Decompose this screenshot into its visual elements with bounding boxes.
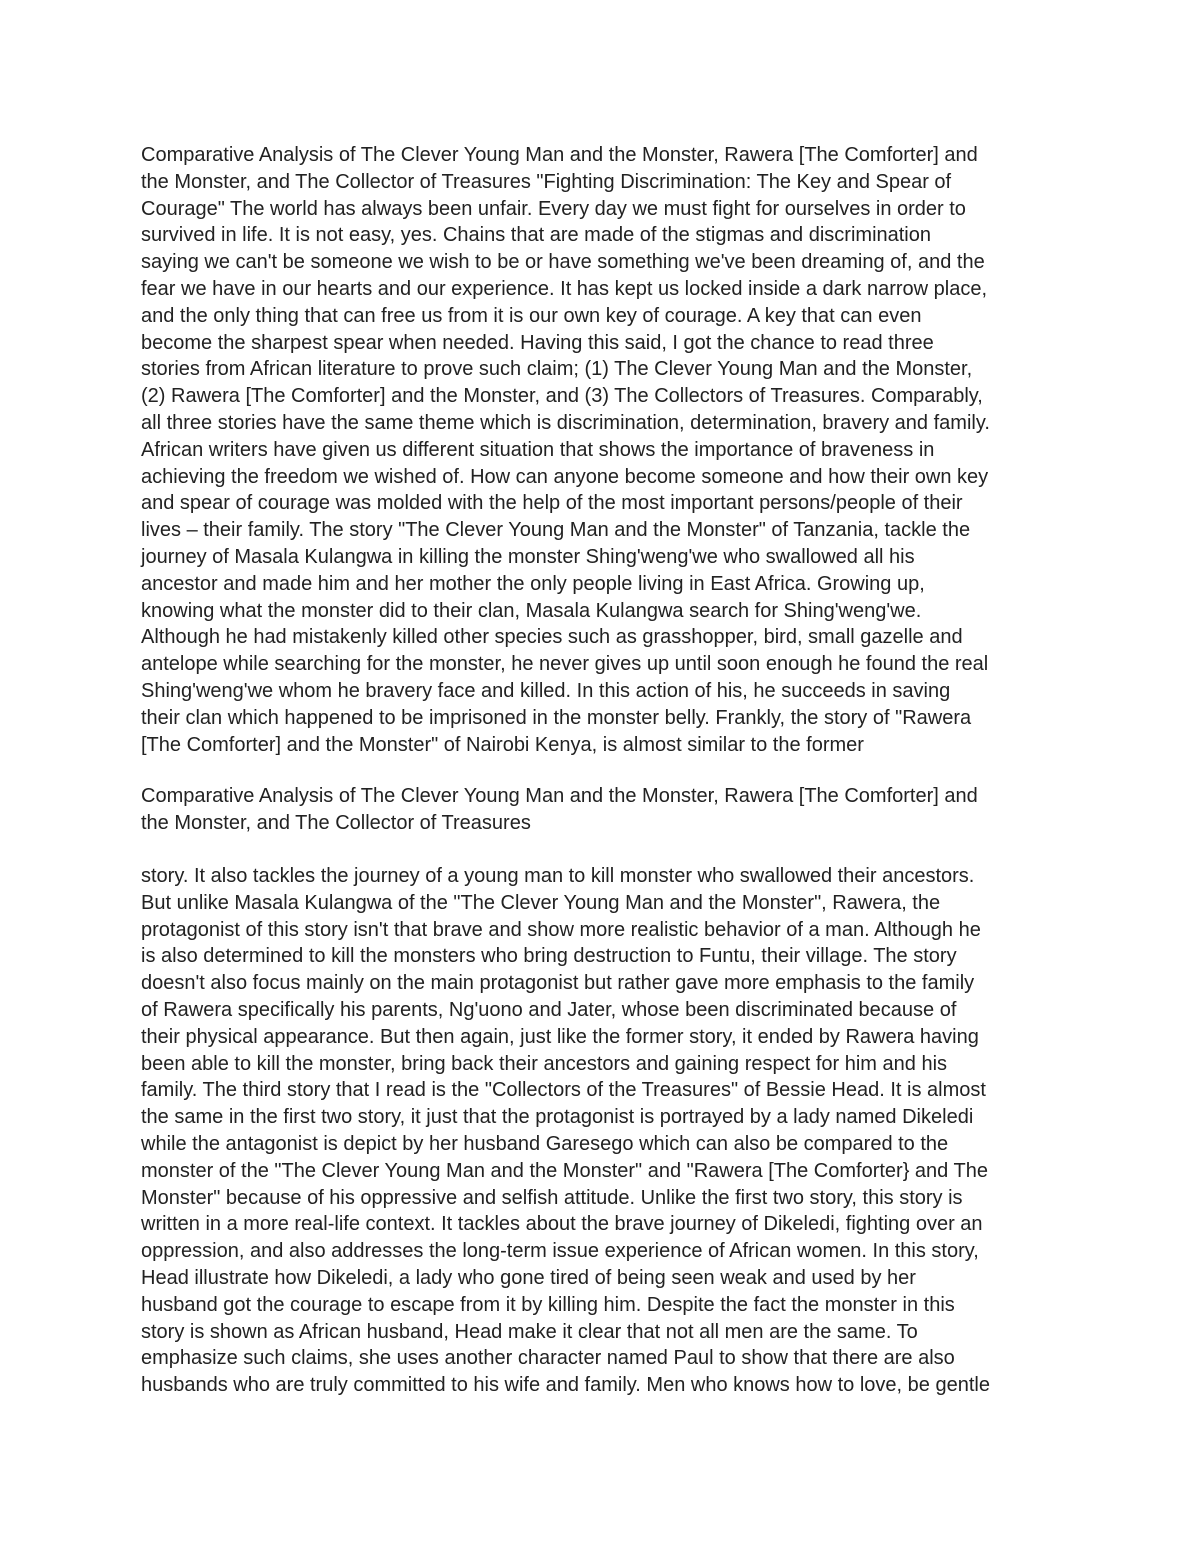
text-line: husband got the courage to escape from it by killing him. Despite the fact the monster in this [141,1293,955,1316]
text-line: and spear of courage was molded with the help of the most important persons/people of their [141,492,963,515]
text-line: survived in life. It is not easy, yes. Chains that are made of the stigmas and discrimination [141,224,931,247]
text-line: been able to kill the monster, bring back their ancestors and gaining respect for him and his [141,1052,948,1075]
text-line: Shing'weng'we whom he bravery face and killed. In this action of his, he succeeds in saving [141,679,951,702]
text-line: the Monster, and The Collector of Treasures [141,811,531,834]
text-line: Head illustrate how Dikeledi, a lady who gone tired of being seen weak and used by her [141,1266,916,1289]
text-line: husbands who are truly committed to his wife and family. Men who knows how to love, be gentle [141,1374,990,1397]
text-line: the Monster, and The Collector of Treasures "Fighting Discrimination: The Key and Spear of [141,170,952,193]
text-line: written in a more real-life context. It tackles about the brave journey of Dikeledi, fighting over an [141,1213,983,1236]
text-line: Courage" The world has always been unfair. Every day we must fight for ourselves in order to [141,197,966,220]
text-line: protagonist of this story isn't that brave and show more realistic behavior of a man. Although he [141,918,981,941]
text-line: fear we have in our hearts and our experience. It has kept us locked inside a dark narrow place, [141,277,988,300]
text-line: their clan which happened to be imprisoned in the monster belly. Frankly, the story of "Rawera [141,706,972,729]
text-line: monster of the "The Clever Young Man and the Monster" and "Rawera [The Comforter} and The [141,1159,988,1182]
text-line: lives – their family. The story "The Clever Young Man and the Monster" of Tanzania, tackle the [141,519,971,542]
text-line: of Rawera specifically his parents, Ng'uono and Jater, whose been discriminated because of [141,998,957,1021]
text-line: antelope while searching for the monster, he never gives up until soon enough he found the real [141,653,989,676]
text-line: achieving the freedom we wished of. How can anyone become someone and how their own key [141,465,989,488]
text-line: their physical appearance. But then again, just like the former story, it ended by Rawera having [141,1025,979,1048]
text-line: But unlike Masala Kulangwa of the "The Clever Young Man and the Monster", Rawera, the [141,891,941,914]
essay-title-repeat [141,783,1071,837]
text-line: Monster" because of his oppressive and selfish attitude. Unlike the first two story, this story is [141,1186,963,1209]
text-line: oppression, and also addresses the long-term issue experience of African women. In this story, [141,1240,979,1263]
text-line: family. The third story that I read is the "Collectors of the Treasures" of Bessie Head. It is almost [141,1079,986,1102]
text-line: stories from African literature to prove such claim; (1) The Clever Young Man and the Monster, [141,358,973,381]
text-line: Although he had mistakenly killed other species such as grasshopper, bird, small gazelle and [141,626,963,649]
text-line: [The Comforter] and the Monster" of Nairobi Kenya, is almost similar to the former [141,733,864,756]
text-line: while the antagonist is depict by her husband Garesego which can also be compared to the [141,1132,949,1155]
essay-paragraph-1 [141,142,1071,758]
text-line: story. It also tackles the journey of a young man to kill monster who swallowed their ancestors. [141,865,975,887]
text-line: doesn't also focus mainly on the main protagonist but rather gave more emphasis to the family [141,972,975,995]
text-line: story is shown as African husband, Head make it clear that not all men are the same. To [141,1320,918,1343]
text-line: and the only thing that can free us from it is our own key of courage. A key that can even [141,304,922,327]
text-line: become the sharpest spear when needed. Having this said, I got the chance to read three [141,331,934,354]
text-line: African writers have given us different situation that shows the importance of braveness in [141,438,935,461]
text-line: is also determined to kill the monsters who bring destruction to Funtu, their village. The story [141,945,957,968]
text-line: ancestor and made him and her mother the only people living in East Africa. Growing up, [141,572,925,595]
text-line: Comparative Analysis of The Clever Young Man and the Monster, Rawera [The Comforter] and [141,785,978,807]
text-line: journey of Masala Kulangwa in killing the monster Shing'weng'we who swallowed all his [141,545,915,568]
text-line: (2) Rawera [The Comforter] and the Monster, and (3) The Collectors of Treasures. Comparably, [141,385,983,408]
text-line: saying we can't be someone we wish to be or have something we've been dreaming of, and the [141,251,985,274]
text-line: knowing what the monster did to their clan, Masala Kulangwa search for Shing'weng'we. [141,599,922,622]
text-line: all three stories have the same theme which is discrimination, determination, bravery and family. [141,411,990,434]
text-line: emphasize such claims, she uses another character named Paul to show that there are also [141,1347,955,1370]
text-line: the same in the first two story, it just that the protagonist is portrayed by a lady named Dikeledi [141,1106,974,1129]
essay-paragraph-2 [141,863,1071,1399]
text-line: Comparative Analysis of The Clever Young Man and the Monster, Rawera [The Comforter] and [141,144,978,166]
